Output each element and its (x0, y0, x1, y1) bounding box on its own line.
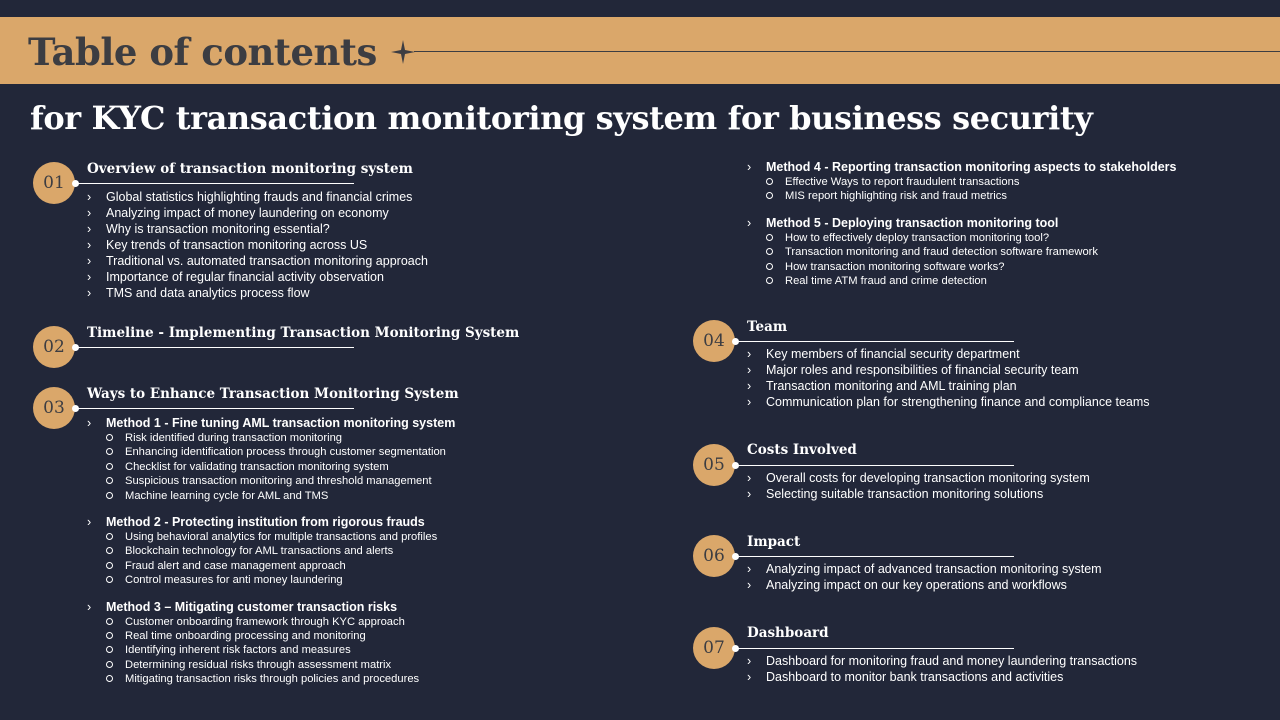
chevron-right-icon: › (747, 578, 752, 592)
circle-bullet-icon (766, 234, 773, 241)
method-title: › Method 5 - Deploying transaction monitoring tool (747, 215, 1059, 230)
chevron-right-icon: › (747, 487, 752, 501)
circle-bullet-icon (106, 562, 113, 569)
list-item: › Global statistics highlighting frauds and financial crimes (87, 190, 413, 204)
circle-bullet-icon (766, 263, 773, 270)
chevron-right-icon: › (747, 395, 752, 409)
section-divider (76, 408, 354, 409)
section-number-badge: 04 (693, 320, 735, 362)
list-item: Enhancing identification process through customer segmentation (87, 445, 455, 459)
list-item: Real time ATM fraud and crime detection (747, 274, 1176, 288)
list-item: › Importance of regular financial activity observation (87, 270, 384, 284)
chevron-right-icon: › (747, 379, 752, 393)
section-divider (736, 556, 1014, 557)
list-item: Machine learning cycle for AML and TMS (87, 489, 455, 503)
methods-list-continued (747, 159, 1176, 299)
method-title: › Method 3 – Mitigating customer transaction risks (87, 599, 398, 614)
section-title: Ways to Enhance Transaction Monitoring System (87, 386, 459, 402)
circle-bullet-icon (106, 618, 113, 625)
method-title: › Method 1 - Fine tuning AML transaction monitoring system (87, 416, 456, 430)
circle-bullet-icon (106, 533, 113, 540)
chevron-right-icon: › (747, 654, 752, 668)
section-items-list (747, 470, 1090, 502)
list-item: Mitigating transaction risks through policies and procedures (87, 672, 455, 686)
chevron-right-icon: › (87, 254, 92, 268)
chevron-right-icon: › (87, 190, 92, 204)
list-item: Real time onboarding processing and monitoring (87, 629, 455, 643)
list-item: MIS report highlighting risk and fraud metrics (747, 189, 1176, 203)
list-item: Risk identified during transaction monitoring (87, 431, 455, 445)
method-group (87, 415, 455, 503)
section-items-list (747, 653, 1137, 685)
section-title: Team (747, 319, 788, 335)
circle-bullet-icon (106, 448, 113, 455)
chevron-right-icon: › (747, 670, 752, 684)
section-divider (736, 648, 1014, 649)
list-item: › Key trends of transaction monitoring across US (87, 238, 368, 252)
chevron-right-icon: › (87, 206, 92, 220)
section-items-list (747, 346, 1150, 410)
list-item: › Dashboard to monitor bank transactions and activities (747, 670, 1064, 684)
section-number-badge: 05 (693, 444, 735, 486)
circle-bullet-icon (766, 178, 773, 185)
method-group (747, 159, 1176, 204)
list-item: › Selecting suitable transaction monitoring solutions (747, 487, 1044, 501)
chevron-right-icon: › (87, 599, 92, 614)
page-title: Table of contents (28, 30, 377, 74)
list-item: Fraud alert and case management approach (87, 559, 455, 573)
chevron-right-icon: › (87, 286, 92, 300)
section-number-badge: 01 (33, 162, 75, 204)
circle-bullet-icon (106, 576, 113, 583)
list-item: › Dashboard for monitoring fraud and money laundering transactions (747, 654, 1138, 668)
section-items-list (87, 189, 428, 301)
method-group (747, 215, 1176, 289)
circle-bullet-icon (106, 646, 113, 653)
section-title: Impact (747, 534, 801, 550)
section-title: Overview of transaction monitoring system (87, 161, 413, 177)
list-item: › Analyzing impact on our key operations and workflows (747, 578, 1067, 592)
chevron-right-icon: › (747, 215, 752, 230)
list-item: Customer onboarding framework through KYC approach (87, 615, 455, 629)
list-item: Blockchain technology for AML transactions and alerts (87, 544, 455, 558)
list-item: Determining residual risks through assessment matrix (87, 658, 455, 672)
list-item: How transaction monitoring software works? (747, 260, 1176, 274)
section-number-badge: 02 (33, 326, 75, 368)
page-subtitle: for KYC transaction monitoring system for business security (30, 99, 1093, 137)
list-item: › Traditional vs. automated transaction monitoring approach (87, 254, 428, 268)
circle-bullet-icon (106, 434, 113, 441)
list-item: › Major roles and responsibilities of financial security team (747, 363, 1079, 377)
list-item: Effective Ways to report fraudulent transactions (747, 175, 1176, 189)
banner-divider (414, 51, 1280, 52)
section-divider (76, 347, 354, 348)
list-item: How to effectively deploy transaction monitoring tool? (747, 231, 1176, 245)
circle-bullet-icon (106, 547, 113, 554)
section-divider (736, 341, 1014, 342)
list-item: › TMS and data analytics process flow (87, 286, 310, 300)
list-item: › Analyzing impact of advanced transaction monitoring system (747, 562, 1102, 576)
section-divider (736, 465, 1014, 466)
chevron-right-icon: › (747, 471, 752, 485)
section-number-badge: 03 (33, 387, 75, 429)
circle-bullet-icon (766, 277, 773, 284)
section-number-badge: 07 (693, 627, 735, 669)
section-title: Costs Involved (747, 442, 857, 458)
circle-bullet-icon (766, 192, 773, 199)
method-title: › Method 4 - Reporting transaction monitoring aspects to stakeholders (747, 160, 1177, 174)
circle-bullet-icon (106, 492, 113, 499)
chevron-right-icon: › (87, 222, 92, 236)
circle-bullet-icon (106, 477, 113, 484)
list-item: Identifying inherent risk factors and measures (87, 643, 455, 657)
circle-bullet-icon (106, 463, 113, 470)
list-item: Suspicious transaction monitoring and threshold management (87, 474, 455, 488)
circle-bullet-icon (766, 248, 773, 255)
list-item: Checklist for validating transaction monitoring system (87, 460, 455, 474)
section-items-list (747, 561, 1102, 593)
circle-bullet-icon (106, 675, 113, 682)
circle-bullet-icon (106, 661, 113, 668)
list-item: › Overall costs for developing transaction monitoring system (747, 471, 1090, 485)
method-title: › Method 2 - Protecting institution from rigorous frauds (87, 515, 425, 530)
chevron-right-icon: › (747, 347, 752, 361)
chevron-right-icon: › (747, 562, 752, 576)
list-item: Using behavioral analytics for multiple transactions and profiles (87, 530, 455, 544)
circle-bullet-icon (106, 632, 113, 639)
list-item: Control measures for anti money laundering (87, 573, 455, 587)
section-divider (76, 183, 354, 184)
list-item: › Transaction monitoring and AML training plan (747, 379, 1017, 393)
section-title: Timeline - Implementing Transaction Monitoring System (87, 325, 520, 341)
chevron-right-icon: › (747, 363, 752, 377)
method-group (87, 514, 455, 588)
chevron-right-icon: › (87, 238, 92, 252)
list-item: Transaction monitoring and fraud detection software framework (747, 245, 1176, 259)
methods-list (87, 415, 455, 698)
chevron-right-icon: › (747, 160, 752, 174)
section-title: Dashboard (747, 625, 829, 641)
method-group (87, 599, 455, 687)
list-item: › Key members of financial security department (747, 347, 1020, 361)
chevron-right-icon: › (87, 270, 92, 284)
list-item: › Analyzing impact of money laundering on economy (87, 206, 389, 220)
list-item: › Communication plan for strengthening finance and compliance teams (747, 395, 1150, 409)
sparkle-icon (390, 39, 416, 65)
list-item: › Why is transaction monitoring essential? (87, 222, 330, 236)
chevron-right-icon: › (87, 416, 92, 430)
section-number-badge: 06 (693, 535, 735, 577)
chevron-right-icon: › (87, 515, 92, 530)
